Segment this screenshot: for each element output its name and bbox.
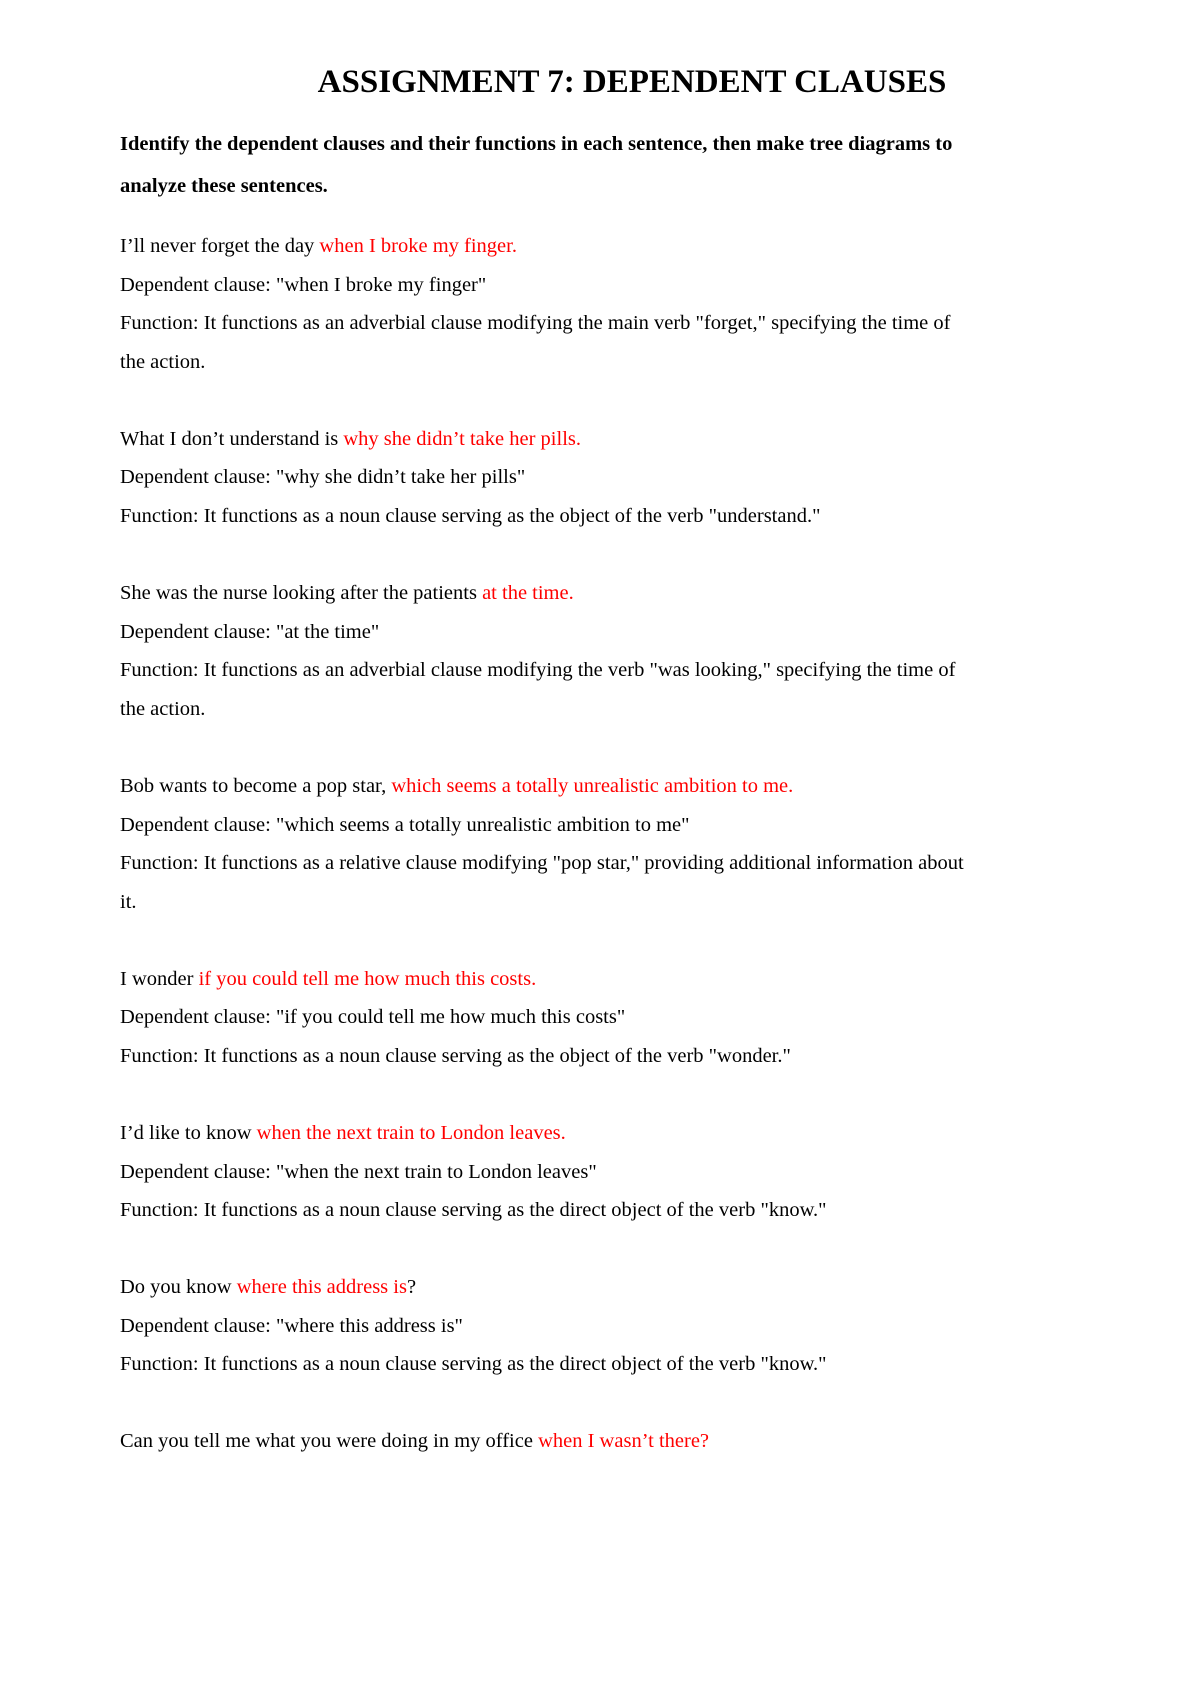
sentence-text: I’d like to know — [120, 1122, 257, 1144]
function-6-line-1: Function: It functions as a noun clause serving as the direct object of the verb "know." — [120, 1199, 827, 1221]
sentence-text: Do you know — [120, 1276, 237, 1298]
sentence-text: What I don’t understand is — [120, 428, 344, 450]
dependent-clause-6: Dependent clause: "when the next train to London leaves" — [120, 1161, 597, 1183]
sentence-text: ? — [406, 1276, 417, 1298]
sentence-text: Can you tell me what you were doing in my office — [120, 1430, 539, 1452]
page-title: ASSIGNMENT 7: DEPENDENT CLAUSES — [317, 64, 947, 100]
sentence-text: I wonder — [120, 968, 199, 990]
highlighted-clause: at the time. — [482, 582, 574, 604]
highlighted-clause: where this address is — [236, 1276, 407, 1298]
sentence-text: I’ll never forget the day — [120, 235, 320, 257]
highlighted-clause: when the next train to London leaves. — [256, 1122, 566, 1144]
function-3-line-2: the action. — [120, 698, 206, 720]
sentence-7 — [120, 1266, 1140, 1308]
sentence-text: Bob wants to become a pop star, — [120, 775, 392, 797]
dependent-clause-7: Dependent clause: "where this address is" — [120, 1315, 463, 1337]
function-7-line-1: Function: It functions as a noun clause serving as the direct object of the verb "know." — [120, 1353, 827, 1375]
function-4-line-1: Function: It functions as a relative clause modifying "pop star," providing additional information about — [120, 852, 964, 874]
instruction-line: Identify the dependent clauses and their functions in each sentence, then make tree diagrams to — [120, 133, 953, 155]
instruction-line: analyze these sentences. — [120, 175, 328, 197]
dependent-clause-1: Dependent clause: "when I broke my finger" — [120, 274, 487, 296]
dependent-clause-3: Dependent clause: "at the time" — [120, 621, 380, 643]
function-1-line-2: the action. — [120, 351, 206, 373]
highlighted-clause: which seems a totally unrealistic ambition to me. — [391, 775, 794, 797]
instructions — [120, 123, 1140, 207]
sentence-text: She was the nurse looking after the patients — [120, 582, 483, 604]
highlighted-clause: when I wasn’t there? — [538, 1430, 710, 1452]
sentence-6 — [120, 1112, 1140, 1154]
function-1-line-1: Function: It functions as an adverbial clause modifying the main verb "forget," specifying the time of — [120, 312, 951, 334]
dependent-clause-4: Dependent clause: "which seems a totally unrealistic ambition to me" — [120, 814, 690, 836]
dependent-clause-2: Dependent clause: "why she didn’t take her pills" — [120, 466, 526, 488]
function-4-line-2: it. — [120, 891, 137, 913]
function-2-line-1: Function: It functions as a noun clause serving as the object of the verb "understand." — [120, 505, 821, 527]
sentence-2 — [120, 418, 1140, 460]
sentence-5 — [120, 958, 1140, 1000]
sentence-3 — [120, 572, 1140, 614]
highlighted-clause: why she didn’t take her pills. — [343, 428, 581, 450]
dependent-clause-5: Dependent clause: "if you could tell me how much this costs" — [120, 1006, 626, 1028]
highlighted-clause: if you could tell me how much this costs. — [198, 968, 537, 990]
sentence-4 — [120, 765, 1140, 807]
sentence-8 — [120, 1420, 1140, 1462]
sentence-1 — [120, 225, 1140, 267]
highlighted-clause: when I broke my finger. — [319, 235, 517, 257]
function-5-line-1: Function: It functions as a noun clause serving as the object of the verb "wonder." — [120, 1045, 791, 1067]
function-3-line-1: Function: It functions as an adverbial clause modifying the verb "was looking," specifying the time of — [120, 659, 956, 681]
